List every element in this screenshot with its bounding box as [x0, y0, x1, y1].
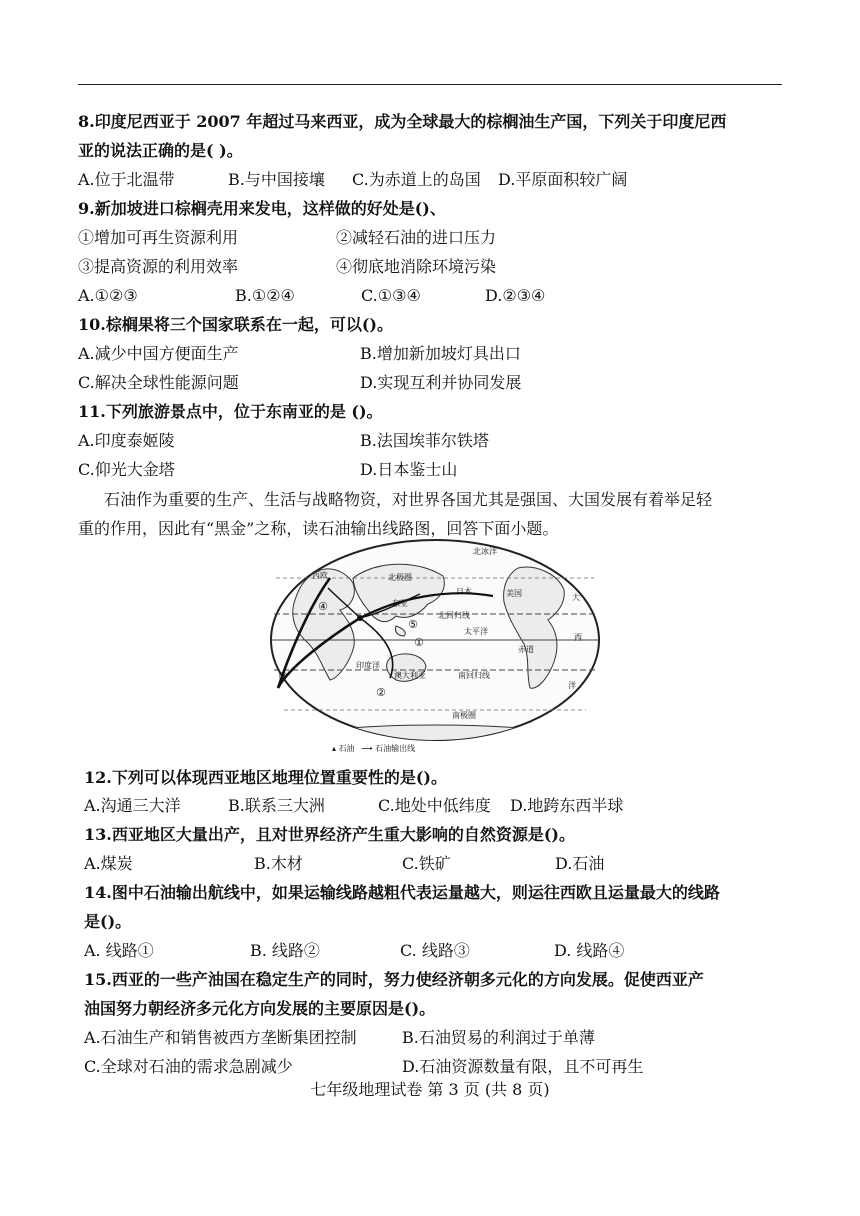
q15-stem-line1: 15.西亚的一些产油国在稳定生产的同时，努力使经济朝多元化的方向发展。促使西亚产: [84, 970, 704, 989]
q13-option-c: C.铁矿: [402, 854, 451, 873]
q8-option-a: A.位于北温带: [78, 170, 175, 189]
label-route-4: ④: [318, 600, 328, 613]
map-legend: [332, 743, 415, 754]
page-footer: 七年级地理试卷 第 3 页 (共 8 页): [310, 1080, 550, 1099]
label-australia: 澳大利亚: [394, 671, 426, 680]
q11-option-a: A.印度泰姬陵: [78, 431, 175, 450]
q8-option-b: B.与中国接壤: [228, 170, 325, 189]
q12-option-a: A.沟通三大洋: [84, 796, 181, 815]
q14-option-d: D. 线路④: [554, 941, 625, 960]
label-usa: 美国: [506, 589, 522, 598]
q12-stem: 12.下列可以体现西亚地区地理位置重要性的是()。: [84, 768, 447, 787]
label-yang: 洋: [568, 681, 576, 690]
q9-option-c: C.①③④: [361, 286, 421, 305]
label-route-5: ⑤: [408, 618, 418, 631]
q15-option-a: A.石油生产和销售被西方垄断集团控制: [84, 1028, 357, 1047]
q14-stem-line2: 是()。: [84, 912, 132, 931]
label-tropic-north: 北回归线: [438, 611, 470, 620]
q14-option-c: C. 线路③: [400, 941, 470, 960]
q12-option-d: D.地跨东西半球: [510, 796, 624, 815]
label-antarctic: 南极圈: [452, 711, 476, 720]
q8-stem-line1: 8.印度尼西亚于 2007 年超过马来西亚，成为全球最大的棕榈油生产国，下列关于印度尼西: [78, 112, 727, 131]
label-da: 大: [572, 593, 580, 602]
oil-icon: ▴: [332, 744, 337, 753]
q10-option-c: C.解决全球性能源问题: [78, 373, 239, 392]
header-rule: [78, 84, 782, 85]
q10-option-a: A.减少中国方便面生产: [78, 344, 239, 363]
q8-option-d: D.平原面积较广阔: [498, 170, 628, 189]
q9-option-b: B.①②④: [235, 286, 295, 305]
q11-option-c: C.仰光大金塔: [78, 460, 175, 479]
label-east-asia: 东亚: [392, 599, 408, 608]
label-pacific: 太平洋: [464, 627, 488, 636]
legend-route-label: 石油输出线: [375, 744, 416, 753]
q13-option-b: B.木材: [254, 854, 303, 873]
label-west-europe: 西欧: [312, 571, 328, 580]
q14-option-b: B. 线路②: [250, 941, 320, 960]
legend-oil-label: 石油: [338, 744, 355, 753]
q10-option-b: B.增加新加坡灯具出口: [360, 344, 521, 363]
label-route-2: ②: [376, 686, 386, 699]
route-arrow-icon: ⟶: [361, 744, 373, 753]
q11-stem: 11.下列旅游景点中，位于东南亚的是 ()。: [78, 402, 383, 421]
q15-option-b: B.石油贸易的利润过于单薄: [402, 1028, 595, 1047]
q14-option-a: A. 线路①: [84, 941, 154, 960]
q9-option-d: D.②③④: [485, 286, 546, 305]
label-north-pole: 北极圈: [388, 573, 412, 582]
label-route-3: ③: [278, 670, 288, 683]
label-indian-ocean: 印度洋: [356, 661, 380, 670]
world-map-svg: [268, 538, 602, 743]
q10-option-d: D.实现互利并协同发展: [360, 373, 522, 392]
label-tropic-south: 南回归线: [458, 671, 490, 680]
q9-option-a: A.①②③: [78, 286, 138, 305]
label-japan: 日本: [456, 587, 472, 596]
passage-line1: 石油作为重要的生产、生活与战略物资，对世界各国尤其是强国、大国发展有着举足轻: [104, 490, 713, 509]
q10-stem: 10.棕榈果将三个国家联系在一起，可以()。: [78, 315, 393, 334]
q15-option-d: D.石油资源数量有限，且不可再生: [402, 1057, 644, 1076]
q9-item-4: ④彻底地消除环境污染: [336, 257, 497, 276]
label-equator: 赤道: [518, 645, 534, 654]
q14-stem-line1: 14.图中石油输出航线中，如果运输线路越粗代表运量越大，则运往西欧且运量最大的线路: [84, 883, 720, 902]
q12-option-b: B.联系三大洲: [228, 796, 325, 815]
q11-option-d: D.日本鉴士山: [360, 460, 458, 479]
label-route-1: ①: [414, 636, 424, 649]
q11-option-b: B.法国埃菲尔铁塔: [360, 431, 489, 450]
q13-option-a: A.煤炭: [84, 854, 133, 873]
passage-line2: 重的作用，因此有“黑金”之称，读石油输出线路图，回答下面小题。: [78, 519, 559, 538]
q13-stem: 13.西亚地区大量出产，且对世界经济产生重大影响的自然资源是()。: [84, 825, 575, 844]
q9-item-1: ①增加可再生资源利用: [78, 228, 239, 247]
q9-item-2: ②减轻石油的进口压力: [336, 228, 497, 247]
q15-option-c: C.全球对石油的需求急剧减少: [84, 1057, 293, 1076]
q9-stem: 9.新加坡进口棕榈壳用来发电，这样做的好处是()、: [78, 199, 446, 218]
q15-stem-line2: 油国努力朝经济多元化方向发展的主要原因是()。: [84, 999, 436, 1018]
oil-source-marker: [357, 615, 363, 621]
q8-stem-line2: 亚的说法正确的是( )。: [78, 141, 243, 160]
label-north-ice: 北冰洋: [473, 547, 497, 556]
q9-item-3: ③提高资源的利用效率: [78, 257, 239, 276]
oil-route-map: [268, 538, 602, 756]
q12-option-c: C.地处中低纬度: [378, 796, 491, 815]
q13-option-d: D.石油: [555, 854, 605, 873]
q8-option-c: C.为赤道上的岛国: [352, 170, 481, 189]
label-xi: 西: [574, 633, 582, 642]
